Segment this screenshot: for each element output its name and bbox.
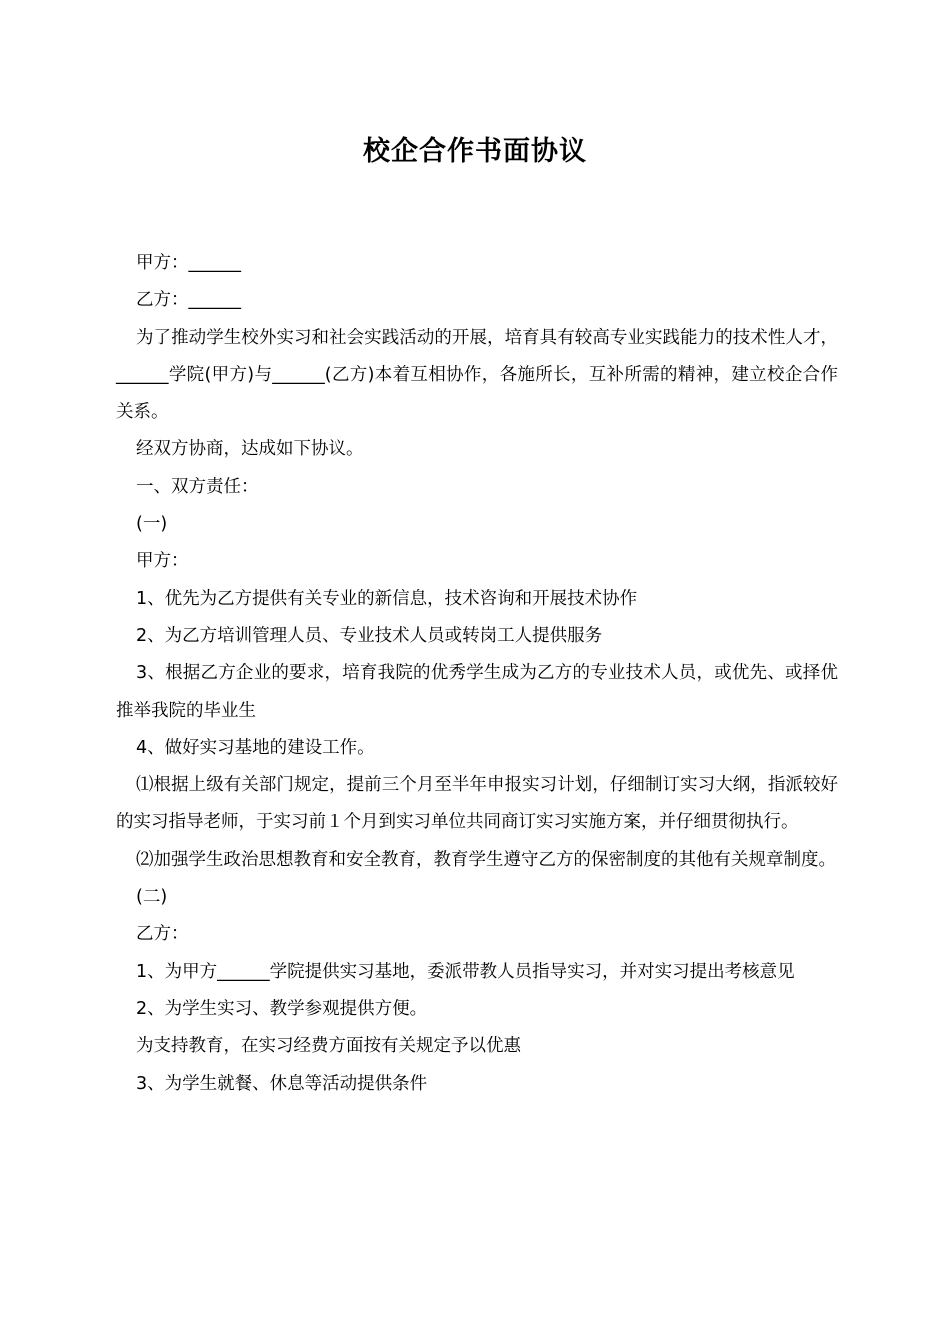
party-b-item-2-note: 为支持教育，在实习经费方面按有关规定予以优惠 <box>136 1036 521 1057</box>
party-a-item-4: 4、做好实习基地的建设工作。 <box>136 737 375 758</box>
party-b-line: 乙方：______ <box>136 290 241 311</box>
agreement-statement: 经双方协商，达成如下协议。 <box>136 439 364 460</box>
party-a-item-1: 1、优先为乙方提供有关专业的新信息，技术咨询和开展技术协作 <box>136 588 638 609</box>
party-a-item-2: 2、为乙方培训管理人员、专业技术人员或转岗工人提供服务 <box>136 625 603 646</box>
party-b-item-2: 2、为学生实习、教学参观提供方便。 <box>136 998 428 1019</box>
preamble-paragraph: 为了推动学生校外实习和社会实践活动的开展，培育具有较高专业实践能力的技术性人才，______学院(甲方)与______(乙方)本着互相协作，各施所长，互补所需的精神，建立校企合作关系。 <box>116 327 838 423</box>
party-a-item-3: 3、根据乙方企业的要求，培育我院的优秀学生成为乙方的专业技术人员，或优先、或择优推举我院的毕业生 <box>116 663 838 721</box>
document-title: 校企合作书面协议 <box>363 136 587 167</box>
party-b-heading: 乙方： <box>136 924 189 945</box>
section-heading-responsibilities: 一、双方责任： <box>136 476 259 497</box>
document-body <box>116 245 838 1103</box>
party-a-line: 甲方：______ <box>136 253 241 273</box>
party-a-item-4-sub-1: ⑴根据上级有关部门规定，提前三个月至半年申报实习计划，仔细制订实习大纲，指派较好的实习指导老师，于实习前１个月到实习单位共同商订实习实施方案，并仔细贯彻执行。 <box>116 775 838 833</box>
party-a-item-4-sub-2: ⑵加强学生政治思想教育和安全教育，教育学生遵守乙方的保密制度的其他有关规章制度。 <box>136 849 836 870</box>
party-a-heading: 甲方： <box>136 551 189 572</box>
subsection-marker-2: (二) <box>136 887 168 908</box>
party-b-item-3: 3、为学生就餐、休息等活动提供条件 <box>136 1073 428 1094</box>
party-b-item-1: 1、为甲方______学院提供实习基地，委派带教人员指导实习，并对实习提出考核意见 <box>136 961 795 982</box>
subsection-marker-1: (一) <box>136 514 168 535</box>
